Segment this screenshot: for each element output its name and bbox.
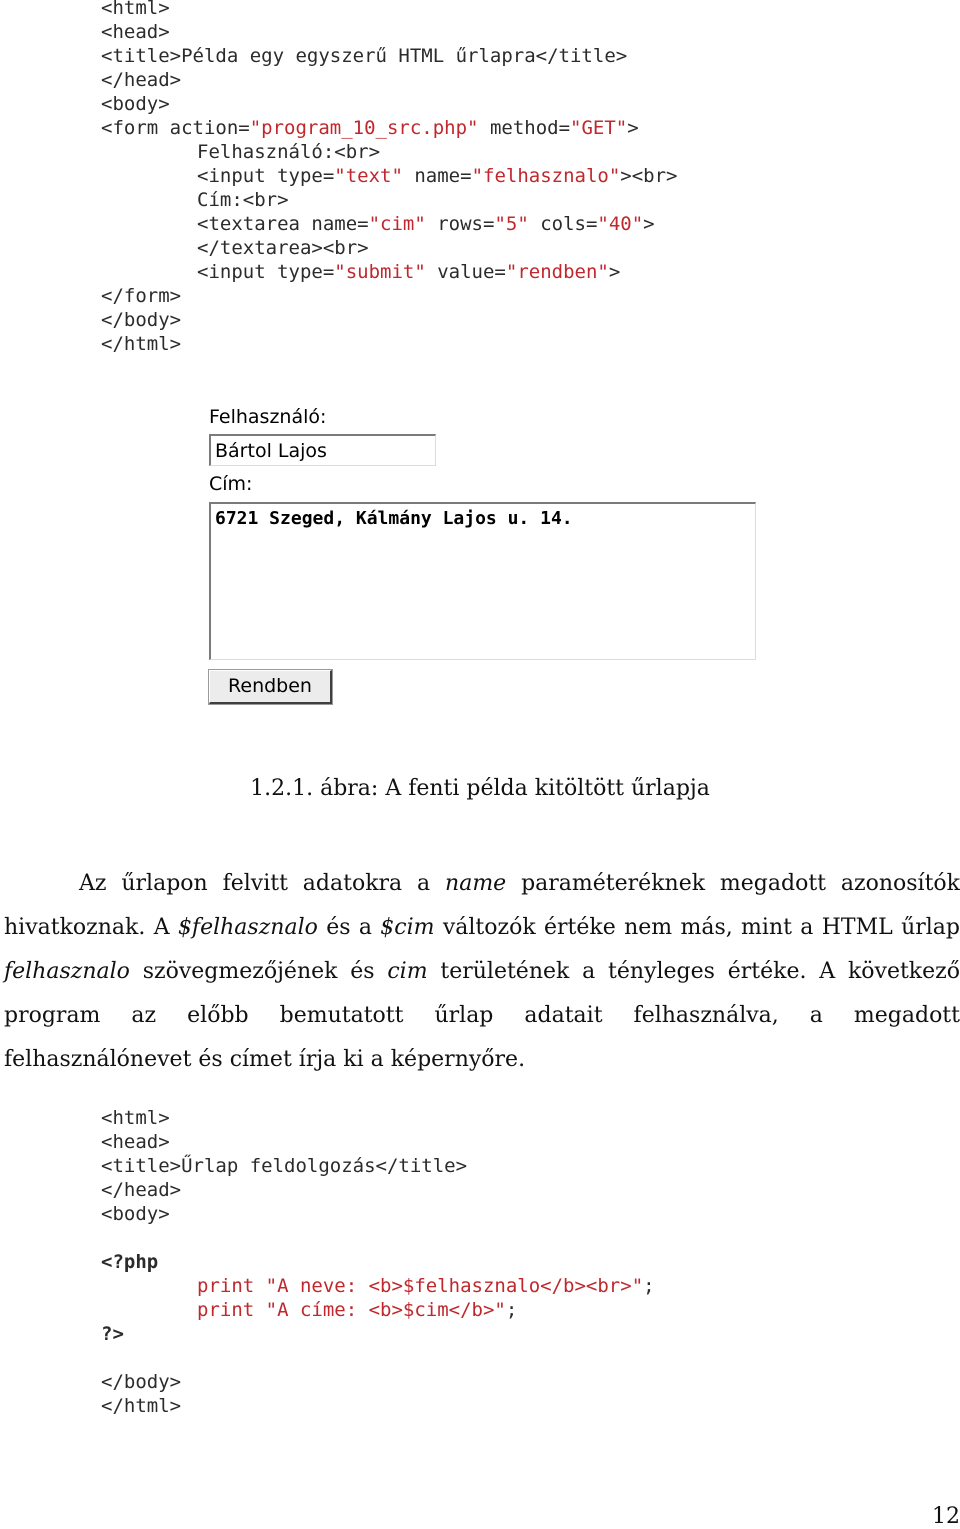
- paragraph-text: Az űrlapon felvitt adatokra a name paraméteréknek megadott azonosítók hivatkoznak. A $felhasznalo és a $cim változók értéke nem más, mint a HTML űrlap felhasznalo szövegmezőjének és cim területének a tényleges értéke. A következő program az előbb bemutatott űrlap adatait felhasználva, a megadott felhasználónevet és címet írja ki a képernyőre.: [4, 871, 960, 1072]
- code-line: <html>: [101, 0, 170, 19]
- code-line: </form>: [101, 285, 182, 307]
- code-line: <body>: [101, 93, 170, 115]
- code-line: <form action="program_10_src.php" method="GET">: [101, 117, 639, 139]
- code-line: </body>: [101, 1371, 182, 1393]
- code-line: </html>: [101, 333, 182, 355]
- code-line: <head>: [101, 21, 170, 43]
- code-line: <title>Űrlap feldolgozás</title>: [101, 1155, 468, 1177]
- page-number: 12: [932, 1504, 960, 1529]
- code-line: <input type="submit" value="rendben">: [197, 261, 621, 283]
- code-line: </textarea><br>: [197, 237, 369, 259]
- code-line: Cím:<br>: [197, 189, 289, 211]
- code-line: <title>Példa egy egyszerű HTML űrlapra</title>: [101, 45, 628, 67]
- address-field-label: Cím:: [209, 473, 253, 495]
- code-line: print "A címe: <b>$cim</b>";: [197, 1299, 518, 1321]
- code-line: <html>: [101, 1107, 170, 1129]
- code-line: <body>: [101, 1203, 170, 1225]
- code-line: <textarea name="cim" rows="5" cols="40">: [197, 213, 655, 235]
- code-line: <?php: [101, 1251, 159, 1273]
- code-line: <head>: [101, 1131, 170, 1153]
- code-line: Felhasználó:<br>: [197, 141, 381, 163]
- body-paragraph: [4, 862, 960, 1082]
- code-line: </head>: [101, 69, 182, 91]
- address-textarea[interactable]: 6721 Szeged, Kálmány Lajos u. 14.: [209, 502, 756, 660]
- code-line: <input type="text" name="felhasznalo"><br>: [197, 165, 678, 187]
- code-line: print "A neve: <b>$felhasznalo</b><br>";: [197, 1275, 655, 1297]
- submit-button[interactable]: Rendben: [209, 670, 332, 704]
- user-name-input[interactable]: Bártol Lajos: [209, 434, 436, 466]
- user-field-label: Felhasználó:: [209, 406, 327, 428]
- form-screenshot: [209, 406, 769, 706]
- html-form-code-block: [101, 0, 677, 356]
- figure-caption: 1.2.1. ábra: A fenti példa kitöltött űrlapja: [250, 776, 710, 801]
- code-line: ?>: [101, 1323, 124, 1345]
- code-line: </html>: [101, 1395, 182, 1417]
- code-line: </body>: [101, 309, 182, 331]
- php-code-block: [101, 1106, 655, 1418]
- code-line: </head>: [101, 1179, 182, 1201]
